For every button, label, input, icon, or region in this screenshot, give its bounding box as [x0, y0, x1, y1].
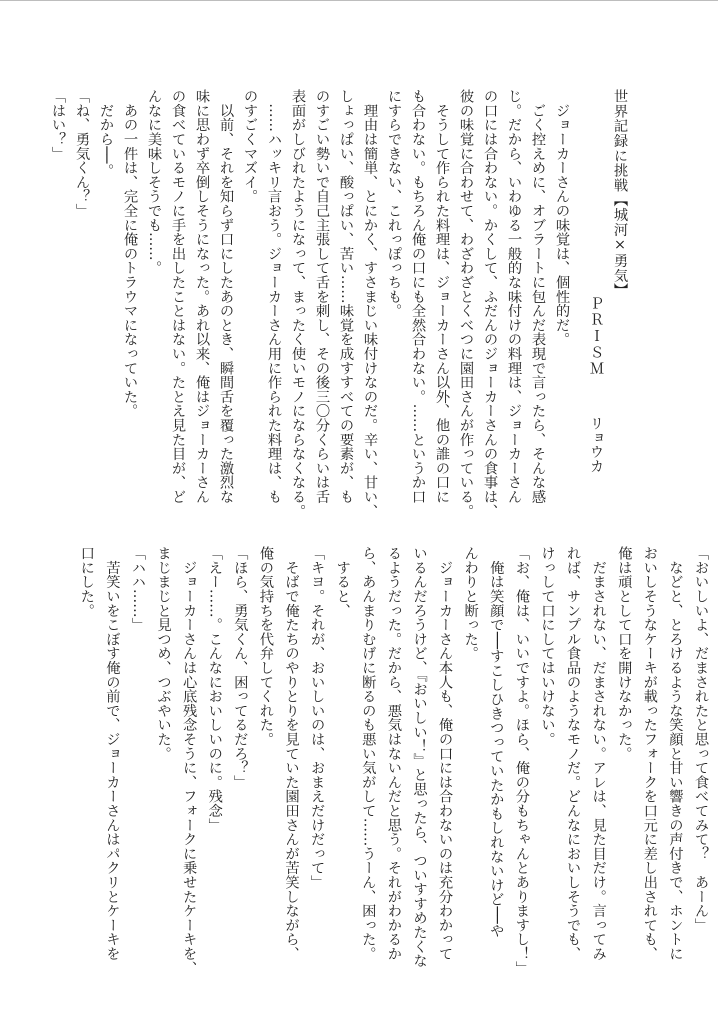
text-line: 「ね、勇気くん？」	[74, 89, 90, 218]
text-line: にすらできない、これっぽっちも。	[386, 89, 402, 318]
top-text-block	[46, 89, 632, 518]
text-line: 俺は頑として口を開けなかった。	[616, 546, 633, 761]
bottom-text-block	[73, 546, 713, 975]
text-line: じ。だから、いわゆる一般的な味付けの料理は、ジョーカーさん	[506, 89, 522, 504]
text-line: おいしそうなケーキが載ったフォークを口元に差し出されても、	[641, 546, 658, 961]
text-line: の口には合わない。かくして、ふだんのジョーカーさんの食事は、	[482, 89, 498, 518]
text-line: 「キヨ。それが、おいしいのは、おまえだけだって」	[309, 546, 326, 890]
text-line: も合わない。もちろん俺の口にも全然合わない。……というか口	[410, 89, 426, 504]
text-line: 口にした。	[78, 546, 95, 618]
text-line: そうして作られた料理は、ジョーカーさん以外、他の誰の口に	[434, 89, 450, 504]
text-line: 理由は簡単、とにかく、すさまじい味付けなのだ。辛い、甘い、	[362, 89, 378, 518]
author-name: リョウカ	[588, 415, 604, 473]
text-line: いるんだろうけど、『おいしい！』と思ったら、ついすすめたくな	[411, 546, 428, 968]
text-line: のすごい勢いで自己主張して舌を刺し、その後三〇分くらいは舌	[314, 89, 330, 504]
text-line: ジョーカーさんは心底残念そうに、フォークに乗せたケーキを、	[181, 546, 198, 975]
text-line: ごく控えめに、オブラートに包んだ表現で言ったら、そんな感	[530, 89, 546, 504]
text-line: 俺は笑顔で──すこしひきつっていたかもしれないけど──や	[488, 546, 505, 938]
text-line: ジョーカーさん本人も、俺の口には合わないのは充分わかって	[437, 546, 454, 961]
text-line: 苦笑いをこぼす俺の前で、ジョーカーさんはパクリとケーキを	[104, 546, 121, 961]
text-line: 「えー……。こんなにおいしいのに。残念」	[206, 546, 223, 832]
text-line: まじまじと見つめ、つぶやいた。	[155, 546, 172, 761]
text-line: れば、サンプル食品のようなモノだ。どんなにおいしそうでも、	[565, 546, 582, 961]
text-line: 表面がしびれたようになって、まったく使いモノにならなくなる。	[290, 89, 306, 518]
text-line: 「おいしいよ、だまされたと思って食べてみて？ あーん」	[693, 546, 709, 933]
text-line: すると、	[334, 546, 351, 618]
text-line: 味に思わず卒倒しそうになった。あれ以来、俺はジョーカーさん	[194, 89, 210, 504]
text-line: の食べているモノに手を出したことはない。たとえ見た目が、ど	[170, 89, 186, 504]
text-line: だから──。	[98, 89, 114, 178]
text-line: 「ハハ……」	[129, 546, 146, 632]
text-line: 俺の気持ちを代弁してくれた。	[257, 546, 274, 747]
text-line: 彼の味覚に合わせて、わざわざとくべつに園田さんが作っている。	[458, 89, 474, 518]
text-line: るようだった。だから、悪気はないんだと思う。それがわかるか	[385, 546, 402, 961]
text-line: んなに美味しそうでも……。	[146, 89, 162, 275]
author-group: ＰＲＩＳＭ	[588, 296, 604, 378]
story-title: 世界記録に挑戦【城河×勇気】	[612, 89, 628, 298]
text-line: だまされない、だまされない。アレは、見た目だけ。言ってみ	[590, 546, 607, 961]
text-line: あの一件は、完全に俺のトラウマになっていた。	[122, 89, 138, 418]
text-line: んわりと断った。	[462, 546, 479, 661]
byline	[584, 89, 608, 509]
text-line: ジョーカーさんの味覚は、個性的だ。	[554, 89, 570, 347]
text-line: のすごくマズイ。	[242, 89, 258, 204]
text-line: 「はい？」	[50, 89, 66, 161]
text-line: けっして口にしてはいけない。	[539, 546, 556, 747]
text-line: 「ほら、勇気くん、困ってるだろ？」	[232, 546, 249, 790]
text-line: そばで俺たちのやりとりを見ていた園田さんが苦笑しながら、	[283, 546, 300, 961]
text-line: 以前、それを知らず口にしたあのとき、瞬間舌を覆った激烈な	[218, 89, 234, 504]
text-line: しょっぱい、酸っぱい、苦い……味覚を成すすべての要素が、も	[338, 89, 354, 504]
text-line: ……ハッキリ言おう。ジョーカーさん用に作られた料理は、も	[266, 89, 282, 504]
text-line: 「お、俺は、いいですよ。ほら、俺の分もちゃんとありますし！」	[513, 546, 530, 975]
text-line: ら、あんまりむげに断るのも悪い気がして……うーん、困った。	[360, 546, 377, 961]
text-line: などと、とろけるような笑顔と甘い響きの声付きで、ホントに	[667, 546, 684, 961]
